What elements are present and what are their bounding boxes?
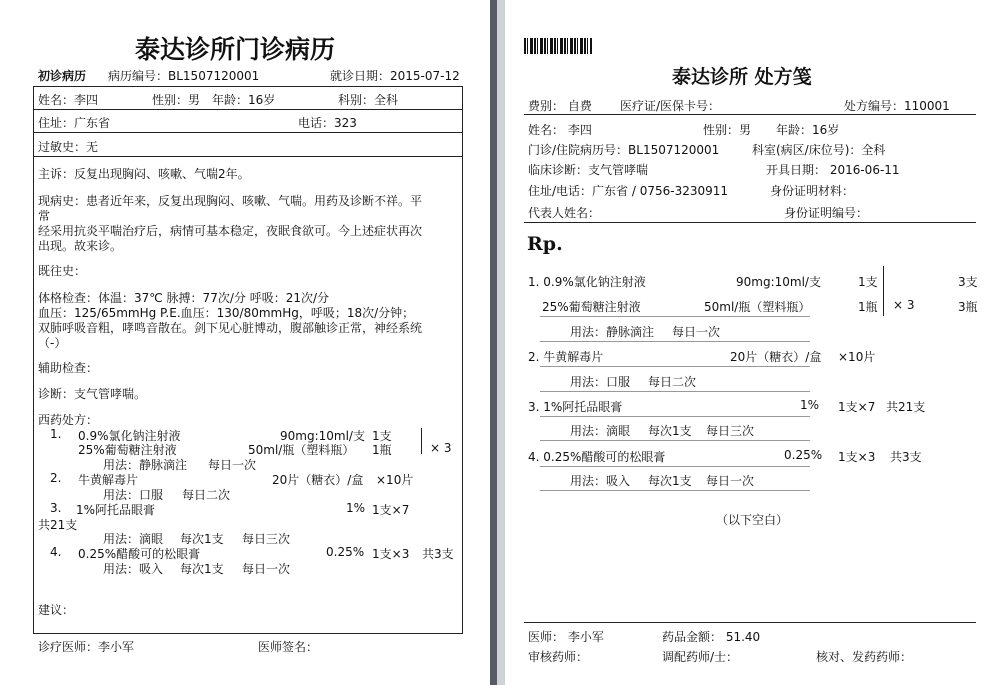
rx-drug-name: 25%葡萄糖注射液 bbox=[78, 443, 177, 457]
rx-usage: 用法：吸入 bbox=[103, 562, 164, 576]
department: 科别：全科 bbox=[338, 93, 399, 107]
rx-dose: 每次1支 bbox=[648, 424, 692, 438]
rx-drug-name: 0.25%醋酸可的松眼膏 bbox=[78, 547, 201, 561]
present-history-line: 常 bbox=[38, 209, 51, 223]
item-underline bbox=[540, 416, 810, 417]
record-number: 门诊/住院病历号：BL1507120001 bbox=[528, 143, 720, 157]
diagnosis: 诊断：支气管哮喘。 bbox=[38, 387, 147, 401]
rx-frequency: 每日二次 bbox=[648, 375, 697, 389]
rp-mark: Rp. bbox=[527, 233, 563, 255]
rx-drug-name: 3. 1%阿托品眼膏 bbox=[528, 400, 623, 414]
fee-type: 费别： 自费 bbox=[528, 99, 592, 113]
prescription-title: 泰达诊所 处方笺 bbox=[672, 66, 812, 88]
rx-frequency: 每日三次 bbox=[706, 424, 755, 438]
rx-times: × 3 bbox=[893, 298, 915, 312]
checking-pharmacist: 核对、发药药师： bbox=[816, 650, 913, 664]
rx-usage: 用法：口服 bbox=[103, 488, 164, 502]
rx-total: 共21支 bbox=[38, 518, 78, 532]
rx-frequency: 每日一次 bbox=[672, 325, 721, 339]
rx-drug-qty: 1支×3 bbox=[372, 547, 410, 561]
rx-total: 共21支 bbox=[886, 400, 926, 414]
rx-drug-qty: 1支×7 bbox=[838, 400, 876, 414]
divider bbox=[524, 222, 976, 223]
rx-number: 2. bbox=[50, 471, 62, 485]
barcode bbox=[524, 38, 592, 54]
divider bbox=[524, 114, 976, 115]
rx-drug-name: 1. 0.9%氯化钠注射液 bbox=[528, 275, 646, 289]
rx-drug-spec: 90mg:10ml/支 bbox=[736, 275, 821, 289]
combo-bracket bbox=[421, 428, 422, 454]
blank-note: （以下空白） bbox=[716, 513, 789, 527]
id-proof: 身份证明材料： bbox=[770, 184, 855, 198]
rx-dose: 每次1支 bbox=[180, 532, 224, 546]
id-number: 身份证明编号： bbox=[784, 206, 869, 220]
rx-usage: 用法：滴眼 bbox=[103, 532, 164, 546]
rx-total: 共3支 bbox=[890, 450, 922, 464]
rx-drug-qty: 1支×3 bbox=[838, 450, 876, 464]
rx-drug-spec: 0.25% bbox=[784, 448, 823, 462]
rx-drug-qty: 1支 bbox=[858, 275, 878, 289]
drug-amount: 药品金额： 51.40 bbox=[662, 630, 761, 644]
patient-name: 姓名：李四 bbox=[38, 93, 99, 107]
department: 科室(病区/床位号)：全科 bbox=[752, 143, 886, 157]
rx-drug-spec: 1% bbox=[346, 501, 366, 515]
rx-drug-name: 2. 牛黄解毒片 bbox=[528, 350, 604, 364]
combo-bracket bbox=[883, 266, 884, 316]
record-title: 泰达诊所门诊病历 bbox=[135, 35, 336, 64]
patient-gender: 性别：男 bbox=[152, 93, 201, 107]
rx-drug-spec: 50ml/瓶（塑料瓶） bbox=[704, 300, 811, 314]
item-underline bbox=[540, 316, 810, 317]
record-number: 病历编号：BL1507120001 bbox=[108, 69, 260, 83]
present-history-line: 经采用抗炎平喘治疗后，病情可基本稳定，夜眠食欲可。今上述症状再次 bbox=[38, 224, 423, 238]
visit-date: 就诊日期：2015-07-12 bbox=[330, 69, 460, 83]
rx-drug-qty: 1瓶 bbox=[372, 443, 392, 457]
rx-number: 1. bbox=[50, 427, 62, 441]
rx-times: × 3 bbox=[430, 441, 452, 455]
advice: 建议： bbox=[38, 603, 75, 617]
rx-drug-qty: ×10片 bbox=[376, 473, 414, 487]
item-underline bbox=[540, 341, 810, 342]
page-gutter-shade bbox=[497, 0, 505, 685]
rx-number: 4. bbox=[50, 545, 62, 559]
patient-name: 姓名： 李四 bbox=[528, 123, 592, 137]
rx-drug-qty: ×10片 bbox=[838, 350, 876, 364]
present-history-line: 出现。故来诊。 bbox=[38, 239, 123, 253]
agent-name: 代表人姓名： bbox=[528, 206, 601, 220]
rx-drug-name: 4. 0.25%醋酸可的松眼膏 bbox=[528, 450, 666, 464]
rx-drug-spec: 20片（糖衣）/盒 bbox=[272, 473, 364, 487]
item-underline bbox=[540, 440, 810, 441]
physical-exam-line: （-） bbox=[38, 336, 67, 350]
rx-drug-name: 25%葡萄糖注射液 bbox=[542, 300, 641, 314]
prescribing-doctor: 医师： 李小军 bbox=[528, 630, 604, 644]
rx-drug-qty: 1支×7 bbox=[372, 503, 410, 517]
rx-total: 共3支 bbox=[422, 547, 454, 561]
allergy-history: 过敏史：无 bbox=[38, 140, 99, 154]
prescription-number: 处方编号：110001 bbox=[844, 99, 950, 113]
rx-number: 3. bbox=[50, 501, 62, 515]
item-underline bbox=[540, 490, 810, 491]
item-underline bbox=[540, 391, 810, 392]
rx-usage: 用法：滴眼 bbox=[570, 424, 631, 438]
insurance-card: 医疗证/医保卡号： bbox=[620, 99, 721, 113]
divider bbox=[33, 156, 463, 157]
clinical-diagnosis: 临床诊断：支气管哮喘 bbox=[528, 163, 649, 177]
past-history: 既往史： bbox=[38, 264, 87, 278]
attending-doctor: 诊疗医师：李小军 bbox=[38, 640, 135, 654]
rx-usage: 用法：吸入 bbox=[570, 474, 631, 488]
issue-date: 开具日期： 2016-06-11 bbox=[766, 163, 900, 177]
rx-drug-spec: 0.25% bbox=[326, 545, 365, 559]
chief-complaint: 主诉：反复出现胸闷、咳嗽、气喘2年。 bbox=[38, 167, 250, 181]
rx-total: 3瓶 bbox=[958, 300, 978, 314]
rx-drug-spec: 50ml/瓶（塑料瓶） bbox=[248, 443, 355, 457]
page-gutter bbox=[490, 0, 497, 685]
rx-drug-qty: 1支 bbox=[372, 429, 392, 443]
physical-exam-line: 双肺呼吸音粗，哮鸣音散在。剑下见心脏博动，腹部触诊正常，神经系统 bbox=[38, 321, 423, 335]
rx-dose: 每次1支 bbox=[648, 474, 692, 488]
patient-gender: 性别：男 bbox=[703, 123, 752, 137]
patient-age: 年龄：16岁 bbox=[212, 93, 276, 107]
auxiliary-exam: 辅助检查： bbox=[38, 361, 99, 375]
rx-drug-name: 牛黄解毒片 bbox=[78, 473, 139, 487]
rx-drug-qty: 1瓶 bbox=[858, 300, 878, 314]
rx-frequency: 每日一次 bbox=[208, 458, 257, 472]
reviewing-pharmacist: 审核药师： bbox=[528, 650, 589, 664]
patient-age: 年龄：16岁 bbox=[776, 123, 840, 137]
patient-phone: 电话：323 bbox=[298, 116, 357, 130]
rx-usage: 用法：静脉滴注 bbox=[570, 325, 655, 339]
dispensing-pharmacist: 调配药师/士： bbox=[662, 650, 739, 664]
rx-drug-name: 1%阿托品眼膏 bbox=[76, 503, 156, 517]
rx-usage: 用法：口服 bbox=[570, 375, 631, 389]
rx-drug-spec: 1% bbox=[800, 398, 820, 412]
item-underline bbox=[540, 366, 810, 367]
doctor-signature: 医师签名： bbox=[258, 640, 319, 654]
rx-dose: 每次1支 bbox=[180, 562, 224, 576]
rx-drug-name: 0.9%氯化钠注射液 bbox=[78, 429, 181, 443]
item-underline bbox=[540, 466, 810, 467]
physical-exam-line: 血压：125/65mmHg P.E.血压：130/80mmHg，呼吸；18次/分钟； bbox=[38, 306, 415, 320]
divider bbox=[33, 109, 463, 110]
physical-exam-line: 体格检查：体温：37℃ 脉搏：77次/分 呼吸：21次/分 bbox=[38, 291, 330, 305]
rx-frequency: 每日二次 bbox=[182, 488, 231, 502]
visit-type: 初诊病历 bbox=[38, 69, 87, 83]
rx-frequency: 每日一次 bbox=[706, 474, 755, 488]
rx-drug-spec: 90mg:10ml/支 bbox=[280, 429, 365, 443]
rx-total: 3支 bbox=[958, 275, 978, 289]
patient-address: 住址：广东省 bbox=[38, 116, 111, 130]
rx-frequency: 每日三次 bbox=[242, 532, 291, 546]
rx-usage: 用法：静脉滴注 bbox=[103, 458, 188, 472]
present-history-line: 现病史：患者近年来，反复出现胸闷、咳嗽、气喘。用药及诊断不祥。平 bbox=[38, 194, 423, 208]
divider bbox=[33, 132, 463, 133]
divider bbox=[524, 622, 976, 623]
rx-drug-spec: 20片（糖衣）/盒 bbox=[730, 350, 822, 364]
address-phone: 住址/电话：广东省 / 0756-3230911 bbox=[528, 184, 729, 198]
rx-frequency: 每日一次 bbox=[242, 562, 291, 576]
rx-header: 西药处方： bbox=[38, 413, 99, 427]
